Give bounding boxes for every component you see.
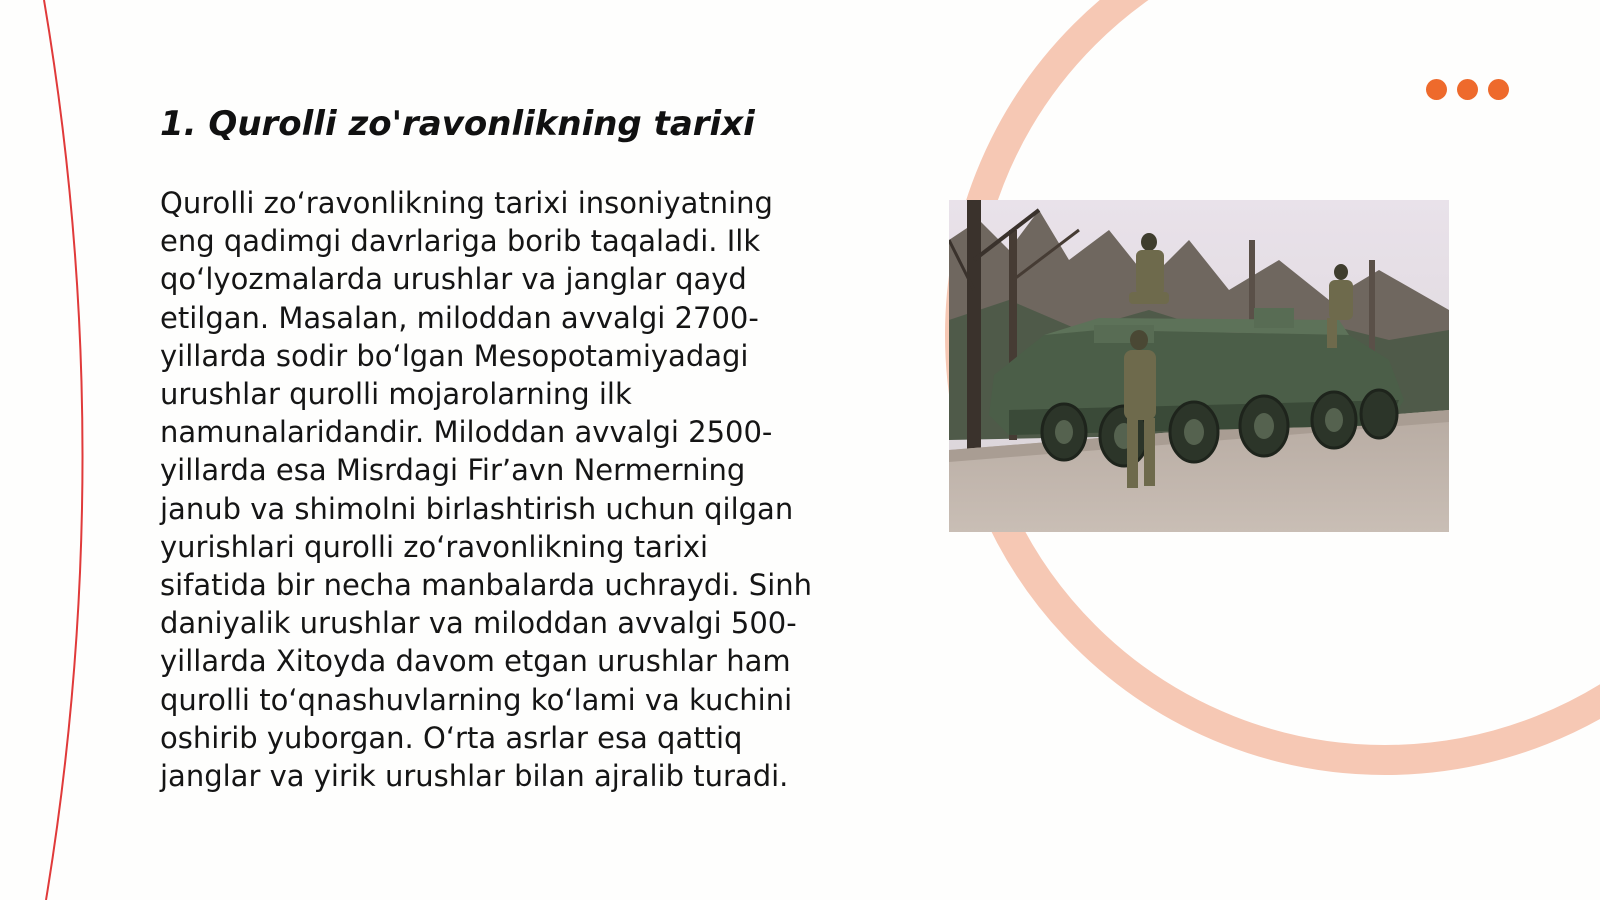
body-line: Qurolli zoʻravonlikning tarixi insoniyatning [160, 186, 773, 220]
slide-title: 1. Qurolli zo'ravonlikning tarixi [160, 104, 755, 144]
body-line: qurolli toʻqnashuvlarning koʻlami va kuchini [160, 682, 793, 717]
body-line: yillarda sodir boʻlgan Mesopotamiyadagi [160, 338, 749, 373]
dot-icon [1426, 79, 1447, 100]
armored-vehicle-photo [949, 200, 1449, 532]
body-line: namunalaridandir. Miloddan avvalgi 2500- [160, 415, 773, 450]
body-line: qoʻlyozmalarda urushlar va janglar qayd [160, 262, 747, 297]
body-line: yurishlari qurolli zoʻravonlikning tarixi [160, 529, 709, 564]
body-line: sifatida bir necha manbalarda uchraydi. Sinh [160, 568, 813, 603]
body-line: urushlar qurolli mojarolarning ilk [160, 377, 632, 412]
body-line: yillarda Xitoyda davom etgan urushlar ham [160, 644, 791, 679]
body-line: yillarda esa Misrdagi Fir’avn Nermerning [160, 453, 746, 488]
left-arc-line [44, 0, 83, 900]
body-line: oshirib yuborgan. Oʻrta asrlar esa qattiq [160, 720, 743, 755]
body-line: daniyalik urushlar va miloddan avvalgi 500- [160, 606, 797, 641]
body-line: janglar va yirik urushlar bilan ajralib turadi. [160, 759, 789, 794]
body-paragraph [160, 184, 850, 795]
body-line: eng qadimgi davrlariga borib taqaladi. Ilk [160, 224, 761, 259]
body-line: etilgan. Masalan, miloddan avvalgi 2700- [160, 300, 759, 335]
dot-icon [1457, 79, 1478, 100]
more-dots-icon [1426, 79, 1509, 100]
dot-icon [1488, 79, 1509, 100]
body-line: janub va shimolni birlashtirish uchun qilgan [160, 491, 794, 526]
photo-illustration [949, 200, 1449, 532]
